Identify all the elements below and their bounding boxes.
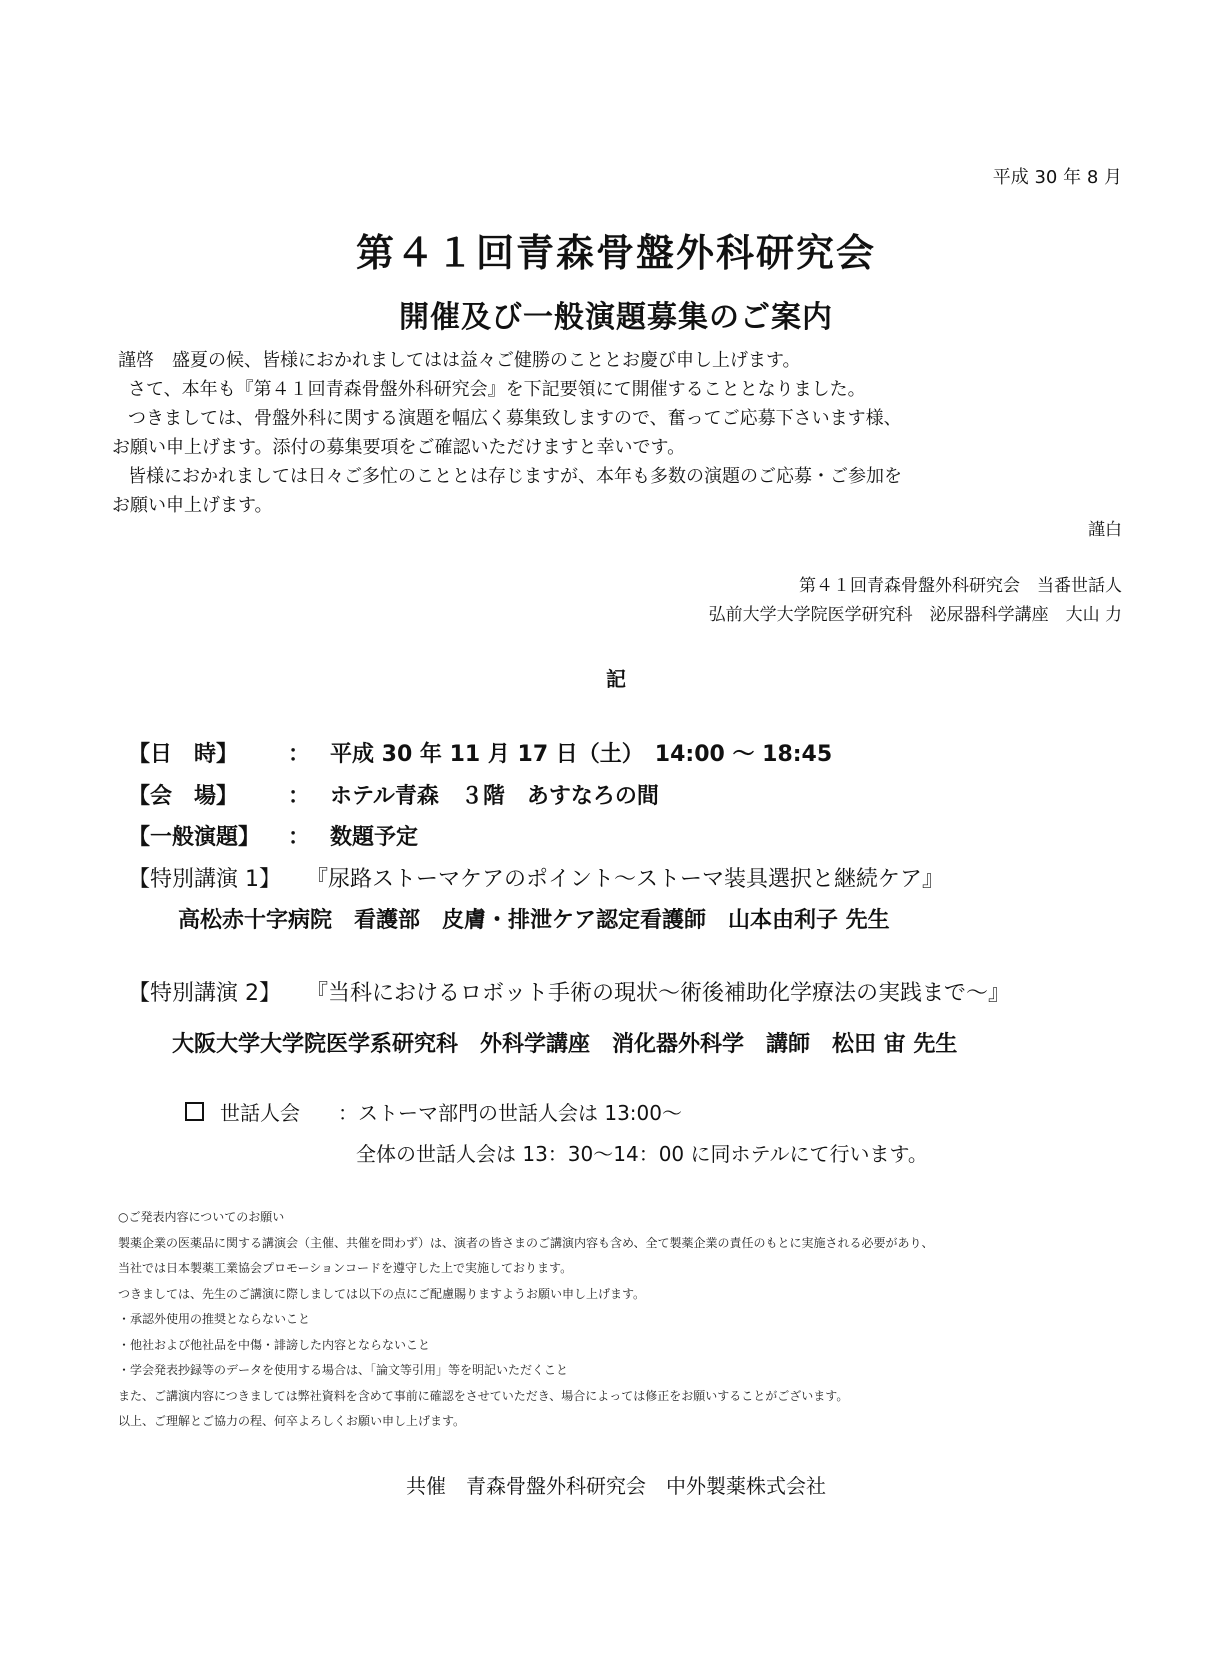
lecture-speaker: 高松赤十字病院 看護部 皮膚・排泄ケア認定看護師 山本由利子 先生 [178, 908, 890, 933]
sewanin-row [185, 1097, 682, 1126]
general-label: 【一般演題】 [128, 825, 261, 850]
datetime-row [128, 737, 832, 768]
note-line: ○ご発表内容についてのお願い [118, 1210, 285, 1224]
document-subtitle: 開催及び一般演題募集のご案内 [399, 300, 833, 335]
sewanin-line: ：ストーマ部門の世話人会は 13:00～ [338, 1101, 682, 1125]
sponsor-line: 共催 青森骨盤外科研究会 中外製薬株式会社 [406, 1474, 826, 1498]
ki-heading: 記 [606, 667, 626, 691]
intro-line: お願い申上げます。添付の募集要項をご確認いただけますと幸いです。 [112, 437, 686, 458]
lecture-title: 『尿路ストーマケアのポイント～ストーマ装具選択と継続ケア』 [306, 867, 945, 892]
intro-line: さて、本年も『第４１回青森骨盤外科研究会』を下記要領にて開催することとなりました。 [128, 379, 866, 400]
note-line: ・他社および他社品を中傷・誹謗した内容とならないこと [118, 1337, 431, 1352]
intro-line: 皆様におかれましては日々ご多忙のこととは存じますが、本年も多数の演題のご応募・ご参加を [128, 466, 902, 487]
organizer-line: 第４１回青森骨盤外科研究会 当番世話人 [799, 576, 1122, 596]
lecture-speaker: 大阪大学大学院医学系研究科 外科学講座 消化器外科学 講師 松田 宙 先生 [172, 1032, 958, 1057]
sewanin-label: 世話人会 [220, 1101, 300, 1125]
checkbox-square-icon [185, 1102, 204, 1121]
general-row [128, 820, 418, 851]
venue-value: ホテル青森 ３階 あすなろの間 [330, 784, 659, 809]
document-title: 第４１回青森骨盤外科研究会 [355, 231, 876, 275]
datetime-label: 【日 時】 [128, 742, 239, 767]
lecture-label: 【特別講演 2】 [128, 981, 281, 1006]
datetime-value: 平成 30 年 11 月 17 日（土） 14:00 ～ 18:45 [330, 742, 833, 767]
lecture-2-row [128, 976, 1010, 1007]
lecture-1-row [128, 862, 944, 893]
note-line: 当社では日本製薬工業協会プロモーションコードを遵守した上で実施しております。 [118, 1261, 573, 1275]
note-line: また、ご講演内容につきましては弊社資料を含めて事前に確認をさせていただき、場合によっては修正をお願いすることがございます。 [118, 1388, 849, 1403]
note-line: つきましては、先生のご講演に際しましては以下の点にご配慮賜りますようお願い申し上げます。 [118, 1286, 646, 1301]
lecture-title: 『当科におけるロボット手術の現状～術後補助化学療法の実践まで～』 [306, 981, 1011, 1006]
intro-line: つきましては、骨盤外科に関する演題を幅広く募集致しますので、奮ってご応募下さいます様、 [128, 408, 902, 429]
colon: ： [288, 784, 311, 809]
notes-section [118, 1205, 934, 1435]
sewanin-line-2: 全体の世話人会は 13：30～14：00 に同ホテルにて行います。 [356, 1142, 928, 1166]
venue-label: 【会 場】 [128, 784, 239, 809]
note-line: 製薬企業の医薬品に関する講演会（主催、共催を問わず）は、演者の皆さまのご講演内容も含め、全て製薬企業の責任のもとに実施される必要があり、 [118, 1235, 934, 1250]
note-line: ・承認外使用の推奨とならないこと [118, 1312, 311, 1326]
intro-paragraph [112, 346, 1118, 520]
closing-word: 謹白 [1088, 520, 1122, 540]
lecture-label: 【特別講演 1】 [128, 867, 281, 892]
colon: ： [288, 825, 311, 850]
general-value: 数題予定 [330, 825, 419, 850]
venue-row [128, 779, 659, 810]
colon: ： [288, 742, 311, 767]
document-date: 平成 30 年 8 月 [992, 167, 1122, 188]
note-line: 以上、ご理解とご協力の程、何卒よろしくお願い申し上げます。 [118, 1414, 466, 1428]
intro-line: 謹啓 盛夏の候、皆様におかれましてはは益々ご健勝のこととお慶び申し上げます。 [118, 350, 801, 371]
organizer-affiliation: 弘前大学大学院医学研究科 泌尿器科学講座 大山 力 [708, 605, 1122, 625]
intro-line: お願い申上げます。 [112, 495, 273, 516]
note-line: ・学会発表抄録等のデータを使用する場合は、「論文等引用」等を明記いただくこと [118, 1363, 569, 1377]
